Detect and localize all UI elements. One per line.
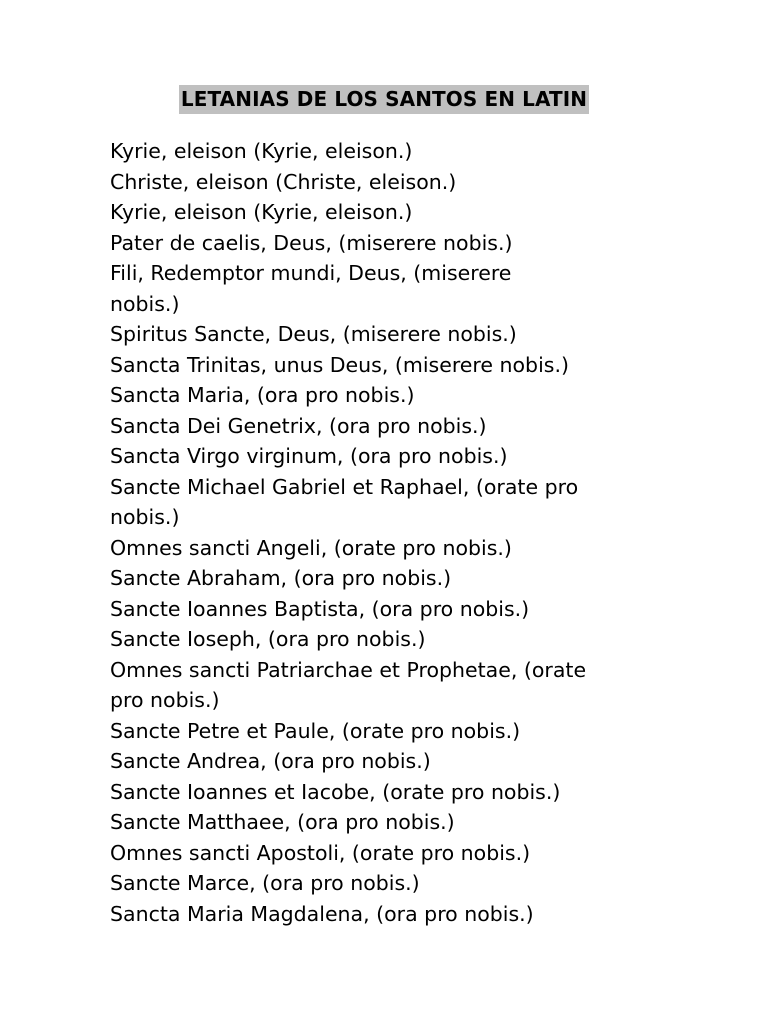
litany-line: Christe, eleison (Christe, eleison.) [110,169,457,194]
litany-line: pro nobis.) [110,688,220,712]
litany-line: nobis.) [110,291,180,316]
litany-line: Sancte Ioannes Baptista, (ora pro nobis.) [110,596,530,621]
litany-line: Kyrie, eleison (Kyrie, eleison.) [110,139,413,163]
litany-line: Sancte Ioseph, (ora pro nobis.) [110,627,426,651]
litany-line: Omnes sancti Apostoli, (orate pro nobis.) [110,840,531,865]
litany-line: Sancta Maria Magdalena, (ora pro nobis.) [110,901,534,926]
litany-line: Sancta Maria, (ora pro nobis.) [110,383,415,407]
litany-line: Sancte Andrea, (ora pro nobis.) [110,749,431,773]
litany-line: Sancta Trinitas, unus Deus, (miserere nobis.) [110,352,569,377]
litany-line: Sancte Marce, (ora pro nobis.) [110,871,420,895]
title-container [0,85,768,114]
litany-line: Omnes sancti Angeli, (orate pro nobis.) [110,535,512,560]
litany-line: Sancte Matthaee, (ora pro nobis.) [110,810,455,834]
litany-line: Sancta Dei Genetrix, (ora pro nobis.) [110,413,487,438]
litany-line: Pater de caelis, Deus, (miserere nobis.) [110,230,513,255]
litany-line: Sancte Abraham, (ora pro nobis.) [110,566,452,590]
litany-line: Fili, Redemptor mundi, Deus, (miserere [110,261,512,285]
litany-line: Sancte Michael Gabriel et Raphael, (orate pro [110,474,579,499]
litany-text [110,136,670,929]
litany-line: Spiritus Sancte, Deus, (miserere nobis.) [110,322,517,346]
document-title: LETANIAS DE LOS SANTOS EN LATIN [179,85,589,114]
litany-line: nobis.) [110,505,180,529]
litany-line: Omnes sancti Patriarchae et Prophetae, (orate [110,657,587,682]
litany-line: Kyrie, eleison (Kyrie, eleison.) [110,200,413,224]
litany-line: Sancte Ioannes et Iacobe, (orate pro nobis.) [110,779,561,804]
litany-line: Sancta Virgo virginum, (ora pro nobis.) [110,444,508,468]
litany-line: Sancte Petre et Paule, (orate pro nobis.) [110,718,521,743]
